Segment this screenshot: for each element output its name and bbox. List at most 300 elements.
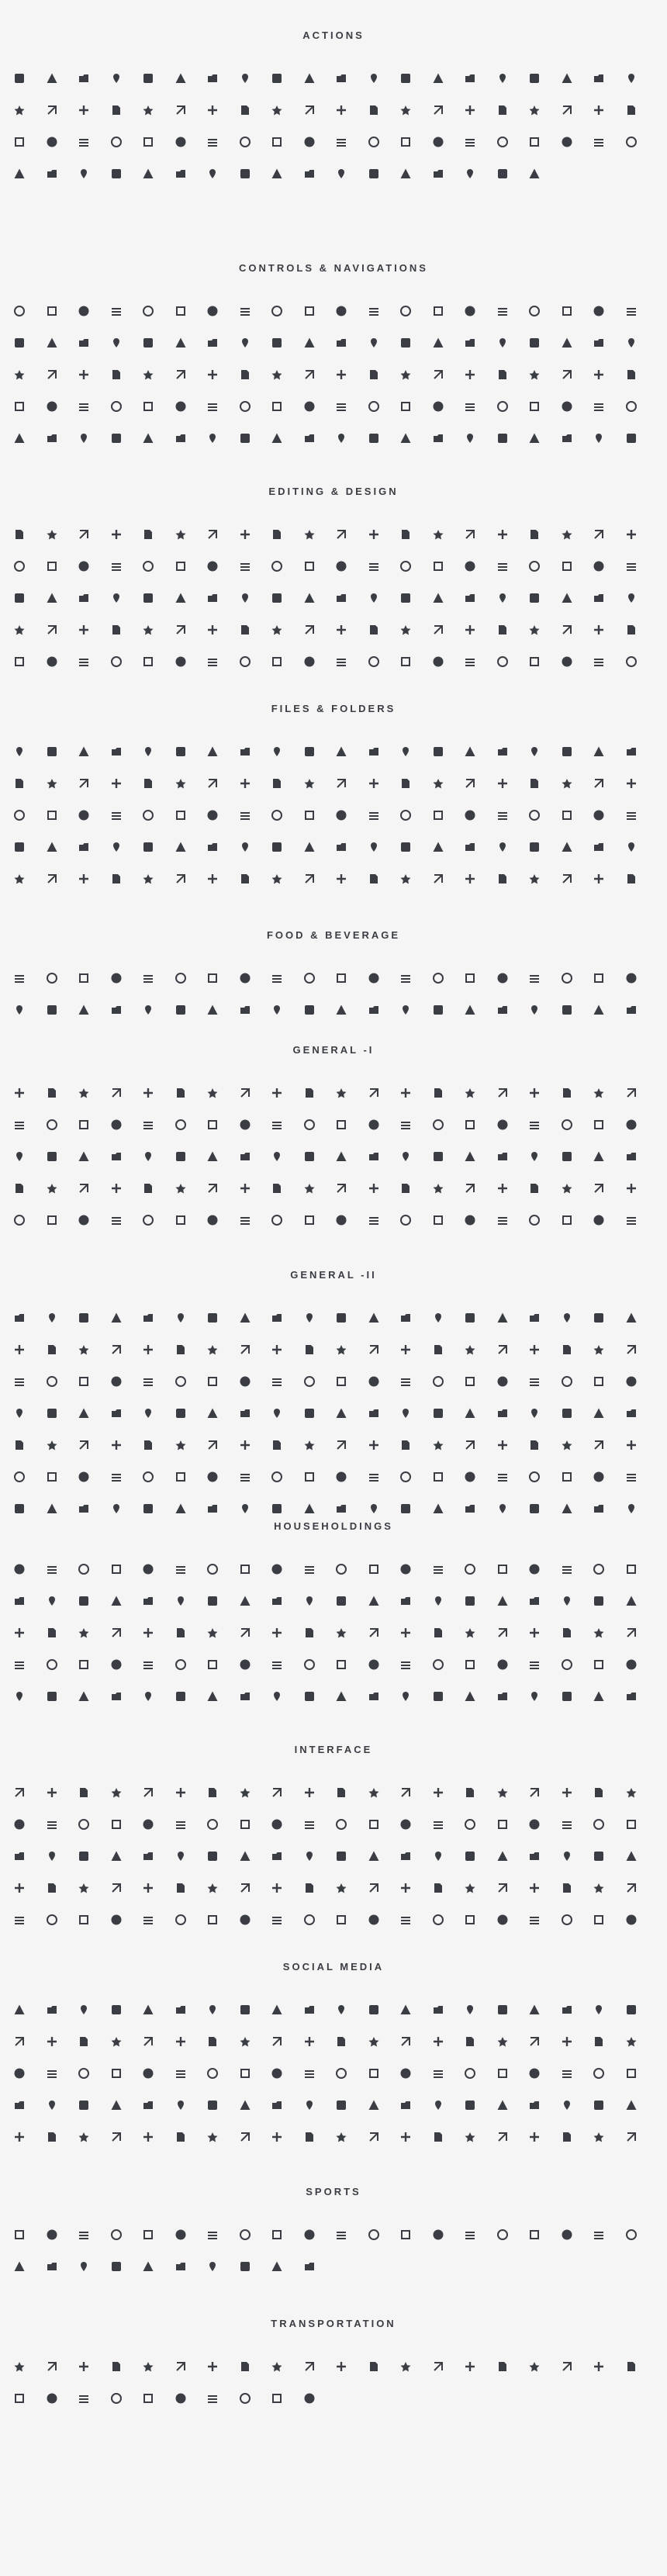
controls-icon — [560, 336, 574, 350]
general2-icon — [141, 1406, 155, 1420]
files-icon — [399, 840, 413, 854]
controls-icon — [12, 399, 26, 413]
households-icon — [45, 1594, 59, 1608]
editing-icon — [141, 623, 155, 637]
food-icon — [560, 1003, 574, 1017]
social-icon — [12, 2098, 26, 2112]
general1-icon — [334, 1086, 348, 1100]
editing-icon — [463, 655, 477, 669]
interface-icon — [174, 1913, 188, 1927]
transportation-icon — [431, 2360, 445, 2374]
social-icon — [399, 2035, 413, 2049]
editing-icon — [238, 591, 252, 605]
interface-icon — [592, 1913, 606, 1927]
social-icon — [527, 2066, 541, 2080]
social-icon — [560, 2130, 574, 2144]
interface-icon — [302, 1786, 316, 1800]
controls-icon — [270, 399, 284, 413]
editing-icon — [12, 655, 26, 669]
general2-icon — [399, 1406, 413, 1420]
actions-icon — [270, 103, 284, 117]
controls-icon — [624, 399, 638, 413]
editing-icon — [238, 655, 252, 669]
actions-icon — [560, 103, 574, 117]
general2-icon — [527, 1502, 541, 1516]
files-icon — [45, 776, 59, 790]
general2-icon — [77, 1406, 91, 1420]
editing-icon — [592, 527, 606, 541]
interface-icon — [560, 1786, 574, 1800]
general2-icon — [206, 1406, 219, 1420]
files-icon — [302, 808, 316, 822]
section-transportation — [0, 2316, 667, 2332]
actions-icon — [496, 167, 510, 181]
social-icon — [174, 2098, 188, 2112]
social-icon — [592, 2130, 606, 2144]
general2-icon — [109, 1311, 123, 1325]
general2-icon — [109, 1502, 123, 1516]
households-icon — [77, 1689, 91, 1703]
general2-icon — [463, 1374, 477, 1388]
general2-icon — [592, 1470, 606, 1484]
section-editing — [0, 484, 667, 500]
general2-icon — [77, 1343, 91, 1357]
general1-icon — [12, 1086, 26, 1100]
actions-icon — [174, 135, 188, 149]
households-icon — [12, 1562, 26, 1576]
food-icon — [367, 1003, 381, 1017]
interface-icon — [496, 1849, 510, 1863]
social-icon — [238, 2035, 252, 2049]
editing-icon — [334, 623, 348, 637]
interface-icon — [109, 1786, 123, 1800]
editing-icon — [270, 591, 284, 605]
interface-icon — [463, 1881, 477, 1895]
households-icon — [109, 1658, 123, 1672]
general1-icon — [399, 1150, 413, 1164]
sports-icon — [45, 2260, 59, 2273]
controls-icon — [496, 304, 510, 318]
households-icon — [270, 1626, 284, 1640]
files-icon — [431, 872, 445, 886]
social-icon — [527, 2003, 541, 2017]
editing-icon — [12, 623, 26, 637]
files-icon — [12, 776, 26, 790]
editing-icon — [174, 591, 188, 605]
sports-icon — [367, 2228, 381, 2242]
general2-icon — [560, 1343, 574, 1357]
interface-icon — [12, 1881, 26, 1895]
actions-icon — [45, 103, 59, 117]
actions-icon — [302, 103, 316, 117]
general2-icon — [367, 1374, 381, 1388]
households-icon — [527, 1626, 541, 1640]
interface-icon — [624, 1849, 638, 1863]
editing-icon — [302, 591, 316, 605]
editing-icon — [431, 623, 445, 637]
households-icon — [141, 1626, 155, 1640]
files-icon — [624, 840, 638, 854]
editing-icon — [141, 655, 155, 669]
general1-icon — [367, 1086, 381, 1100]
general1-icon — [463, 1181, 477, 1195]
food-icon — [399, 1003, 413, 1017]
actions-icon — [399, 103, 413, 117]
general1-icon — [560, 1086, 574, 1100]
general2-icon — [592, 1311, 606, 1325]
general1-icon — [238, 1086, 252, 1100]
actions-icon — [206, 103, 219, 117]
editing-icon — [334, 591, 348, 605]
interface-icon — [334, 1881, 348, 1895]
files-icon — [270, 745, 284, 759]
section-general2 — [0, 1267, 667, 1283]
controls-icon — [174, 368, 188, 382]
files-icon — [206, 776, 219, 790]
general1-icon — [45, 1181, 59, 1195]
general2-icon — [109, 1343, 123, 1357]
general1-icon — [624, 1181, 638, 1195]
controls-icon — [463, 304, 477, 318]
interface-icon — [141, 1817, 155, 1831]
files-icon — [367, 872, 381, 886]
general2-icon — [334, 1311, 348, 1325]
general1-icon — [302, 1086, 316, 1100]
general1-icon — [624, 1150, 638, 1164]
social-icon — [592, 2035, 606, 2049]
editing-icon — [141, 559, 155, 573]
section-controls — [0, 261, 667, 276]
section-title: CONTROLS & NAVIGATIONS — [239, 262, 428, 274]
actions-icon — [560, 71, 574, 85]
actions-icon — [431, 103, 445, 117]
files-icon — [399, 776, 413, 790]
social-icon — [302, 2130, 316, 2144]
files-icon — [45, 745, 59, 759]
households-icon — [367, 1562, 381, 1576]
editing-icon — [174, 655, 188, 669]
social-icon — [624, 2098, 638, 2112]
general2-icon — [12, 1311, 26, 1325]
actions-icon — [302, 135, 316, 149]
files-icon — [431, 776, 445, 790]
editing-icon — [238, 623, 252, 637]
social-icon — [77, 2098, 91, 2112]
section-title: GENERAL -II — [290, 1269, 377, 1281]
files-icon — [463, 872, 477, 886]
controls-icon — [174, 431, 188, 445]
general2-icon — [527, 1470, 541, 1484]
transportation-icon — [77, 2360, 91, 2374]
editing-icon — [496, 591, 510, 605]
general2-icon — [431, 1470, 445, 1484]
interface-icon — [431, 1817, 445, 1831]
interface-icon — [45, 1786, 59, 1800]
interface-icon — [270, 1881, 284, 1895]
actions-icon — [334, 167, 348, 181]
editing-icon — [45, 559, 59, 573]
social-icon — [141, 2066, 155, 2080]
food-icon — [174, 1003, 188, 1017]
general2-icon — [399, 1311, 413, 1325]
editing-icon — [334, 527, 348, 541]
interface-icon — [496, 1913, 510, 1927]
actions-icon — [496, 71, 510, 85]
editing-icon — [624, 527, 638, 541]
files-icon — [496, 872, 510, 886]
interface-icon — [367, 1786, 381, 1800]
section-food — [0, 928, 667, 943]
files-icon — [334, 872, 348, 886]
households-icon — [367, 1689, 381, 1703]
general1-icon — [592, 1213, 606, 1227]
editing-icon — [527, 591, 541, 605]
files-icon — [560, 808, 574, 822]
households-icon — [399, 1594, 413, 1608]
general2-icon — [174, 1374, 188, 1388]
social-icon — [399, 2066, 413, 2080]
households-icon — [238, 1562, 252, 1576]
controls-icon — [592, 431, 606, 445]
households-icon — [463, 1562, 477, 1576]
controls-icon — [45, 336, 59, 350]
households-icon — [463, 1658, 477, 1672]
files-icon — [109, 840, 123, 854]
general2-icon — [592, 1343, 606, 1357]
households-icon — [270, 1689, 284, 1703]
general1-icon — [109, 1086, 123, 1100]
social-icon — [270, 2098, 284, 2112]
actions-icon — [109, 103, 123, 117]
interface-icon — [527, 1849, 541, 1863]
sports-icon — [12, 2260, 26, 2273]
general2-icon — [270, 1406, 284, 1420]
general2-icon — [302, 1374, 316, 1388]
interface-icon — [399, 1817, 413, 1831]
controls-icon — [302, 304, 316, 318]
households-icon — [496, 1689, 510, 1703]
files-icon — [496, 808, 510, 822]
food-icon — [12, 1003, 26, 1017]
actions-icon — [45, 135, 59, 149]
interface-icon — [592, 1881, 606, 1895]
files-icon — [527, 872, 541, 886]
social-icon — [367, 2035, 381, 2049]
actions-icon — [206, 71, 219, 85]
general1-icon — [399, 1118, 413, 1132]
general2-icon — [399, 1438, 413, 1452]
social-icon — [12, 2003, 26, 2017]
actions-icon — [399, 167, 413, 181]
files-icon — [174, 808, 188, 822]
controls-icon — [77, 368, 91, 382]
general2-icon — [109, 1470, 123, 1484]
actions-icon — [141, 135, 155, 149]
general1-icon — [77, 1150, 91, 1164]
sports-icon — [77, 2228, 91, 2242]
social-icon — [463, 2098, 477, 2112]
controls-icon — [77, 304, 91, 318]
interface-icon — [174, 1881, 188, 1895]
general2-icon — [624, 1374, 638, 1388]
general2-icon — [270, 1502, 284, 1516]
general2-icon — [527, 1311, 541, 1325]
households-icon — [302, 1626, 316, 1640]
controls-icon — [592, 399, 606, 413]
interface-icon — [12, 1849, 26, 1863]
interface-icon — [77, 1913, 91, 1927]
social-icon — [206, 2098, 219, 2112]
files-icon — [77, 808, 91, 822]
households-icon — [45, 1562, 59, 1576]
editing-icon — [527, 527, 541, 541]
files-icon — [12, 808, 26, 822]
files-icon — [270, 840, 284, 854]
transportation-icon — [624, 2360, 638, 2374]
general1-icon — [431, 1181, 445, 1195]
households-icon — [431, 1594, 445, 1608]
food-icon — [238, 1003, 252, 1017]
general1-icon — [206, 1181, 219, 1195]
editing-icon — [399, 591, 413, 605]
general2-icon — [334, 1406, 348, 1420]
general2-icon — [45, 1502, 59, 1516]
general2-icon — [592, 1374, 606, 1388]
general2-icon — [174, 1502, 188, 1516]
interface-icon — [367, 1817, 381, 1831]
general1-icon — [45, 1213, 59, 1227]
general2-icon — [463, 1470, 477, 1484]
households-icon — [270, 1594, 284, 1608]
social-icon — [624, 2066, 638, 2080]
interface-icon — [109, 1849, 123, 1863]
editing-icon — [463, 527, 477, 541]
files-icon — [45, 808, 59, 822]
social-icon — [302, 2098, 316, 2112]
controls-icon — [12, 304, 26, 318]
section-title: ACTIONS — [302, 29, 365, 41]
general2-icon — [527, 1438, 541, 1452]
interface-icon — [592, 1817, 606, 1831]
households-icon — [592, 1658, 606, 1672]
general2-icon — [431, 1406, 445, 1420]
files-icon — [334, 745, 348, 759]
transportation-icon — [367, 2360, 381, 2374]
files-icon — [399, 872, 413, 886]
general1-icon — [77, 1118, 91, 1132]
social-icon — [463, 2003, 477, 2017]
social-icon — [45, 2035, 59, 2049]
actions-icon — [238, 167, 252, 181]
food-icon — [206, 971, 219, 985]
general2-icon — [496, 1374, 510, 1388]
general1-icon — [141, 1086, 155, 1100]
controls-icon — [109, 304, 123, 318]
interface-icon — [431, 1913, 445, 1927]
controls-icon — [109, 431, 123, 445]
social-icon — [527, 2130, 541, 2144]
interface-icon — [496, 1817, 510, 1831]
interface-icon — [109, 1913, 123, 1927]
files-icon — [238, 840, 252, 854]
food-icon — [45, 971, 59, 985]
food-icon — [334, 1003, 348, 1017]
households-icon — [109, 1626, 123, 1640]
households-icon — [77, 1626, 91, 1640]
food-icon — [624, 971, 638, 985]
editing-icon — [77, 591, 91, 605]
general2-icon — [77, 1438, 91, 1452]
controls-icon — [463, 431, 477, 445]
social-icon — [560, 2098, 574, 2112]
files-icon — [206, 808, 219, 822]
general1-icon — [206, 1118, 219, 1132]
controls-icon — [367, 336, 381, 350]
editing-icon — [141, 591, 155, 605]
sports-icon — [560, 2228, 574, 2242]
controls-icon — [624, 304, 638, 318]
controls-icon — [141, 336, 155, 350]
households-icon — [334, 1658, 348, 1672]
interface-icon — [560, 1817, 574, 1831]
controls-icon — [334, 336, 348, 350]
general1-icon — [592, 1118, 606, 1132]
general2-icon — [141, 1470, 155, 1484]
interface-icon — [624, 1817, 638, 1831]
editing-icon — [270, 559, 284, 573]
editing-icon — [560, 655, 574, 669]
social-icon — [141, 2130, 155, 2144]
general1-icon — [560, 1213, 574, 1227]
controls-icon — [174, 399, 188, 413]
section-title: HOUSEHOLDINGS — [274, 1520, 393, 1532]
social-icon — [77, 2066, 91, 2080]
sports-icon — [334, 2228, 348, 2242]
social-icon — [77, 2035, 91, 2049]
food-icon — [302, 971, 316, 985]
actions-icon — [238, 103, 252, 117]
transportation-icon — [302, 2360, 316, 2374]
actions-icon — [302, 167, 316, 181]
interface-icon — [367, 1849, 381, 1863]
general2-icon — [463, 1311, 477, 1325]
editing-icon — [431, 655, 445, 669]
interface-icon — [302, 1849, 316, 1863]
households-icon — [77, 1594, 91, 1608]
general2-icon — [334, 1470, 348, 1484]
general1-icon — [463, 1150, 477, 1164]
actions-icon — [624, 103, 638, 117]
households-icon — [592, 1594, 606, 1608]
interface-icon — [560, 1849, 574, 1863]
general1-icon — [174, 1086, 188, 1100]
sports-icon — [77, 2260, 91, 2273]
controls-icon — [334, 368, 348, 382]
food-icon — [399, 971, 413, 985]
social-icon — [12, 2035, 26, 2049]
controls-icon — [496, 368, 510, 382]
general2-icon — [399, 1374, 413, 1388]
food-icon — [463, 971, 477, 985]
editing-icon — [592, 623, 606, 637]
social-icon — [302, 2003, 316, 2017]
food-icon — [527, 1003, 541, 1017]
interface-icon — [334, 1913, 348, 1927]
households-icon — [77, 1658, 91, 1672]
general1-icon — [527, 1213, 541, 1227]
files-icon — [496, 745, 510, 759]
actions-icon — [496, 135, 510, 149]
